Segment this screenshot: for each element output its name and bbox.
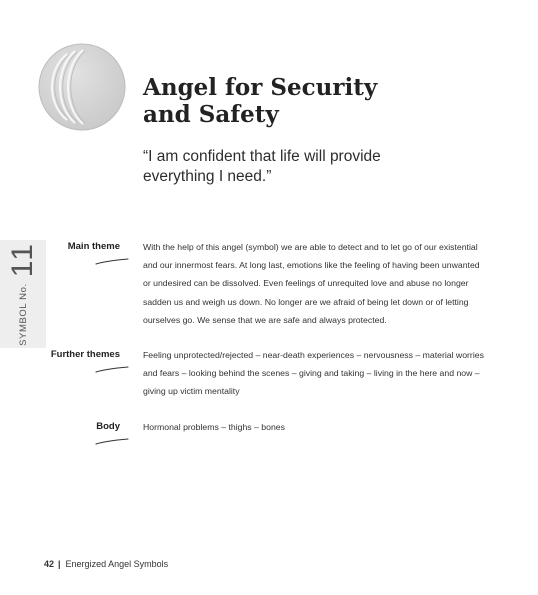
text-line: ourselves go. We sense that we are safe and always protected.	[143, 314, 387, 325]
title-line: and Safety	[143, 101, 279, 128]
page-footer	[44, 559, 168, 569]
squiggle-underline	[95, 438, 129, 446]
section-text	[143, 346, 488, 401]
squiggle-underline	[95, 258, 129, 266]
text-line: and fears – looking behind the scenes – giving and taking – living in the here and now –	[143, 368, 480, 379]
footer-separator: |	[58, 559, 61, 569]
text-line: giving up victim mentality	[143, 386, 240, 397]
text-line: Hormonal problems – thighs – bones	[143, 422, 285, 432]
text-line: and our innermost fears. At long last, emotions like the feeling of having been unwanted	[143, 260, 480, 271]
symbol-number-tab	[0, 240, 46, 348]
text-line: Feeling unprotected/rejected – near-death experiences – nervousness – material worries	[143, 350, 484, 360]
quote-line: “I am confident that life will provide	[143, 148, 381, 165]
section-label: Further themes	[50, 349, 120, 360]
triple-ring-disc-icon	[37, 42, 127, 132]
section-text	[143, 418, 488, 436]
angel-symbol	[37, 42, 127, 132]
symbol-number-label: SYMBOL No.	[17, 283, 29, 346]
text-line: or undesired can be dissolved. Even feelings of unrequited love and abuse no longer	[143, 278, 469, 289]
squiggle-underline	[95, 366, 129, 374]
title-line: Angel for Security	[143, 74, 378, 101]
affirmation-quote	[143, 147, 443, 187]
section-label: Main theme	[67, 241, 120, 252]
text-line: With the help of this angel (symbol) we are able to detect and to let go of our existential	[143, 242, 478, 252]
book-title: Energized Angel Symbols	[65, 559, 169, 569]
page-number: 42	[44, 559, 55, 569]
text-line: sadden us and weigh us down. No longer are we afraid of being let down or of letting	[143, 296, 469, 307]
quote-line: everything I need.”	[143, 168, 272, 185]
section-label: Body	[96, 421, 120, 432]
section-text	[143, 238, 488, 329]
symbol-number: 11	[6, 242, 39, 278]
page-title	[143, 74, 473, 128]
